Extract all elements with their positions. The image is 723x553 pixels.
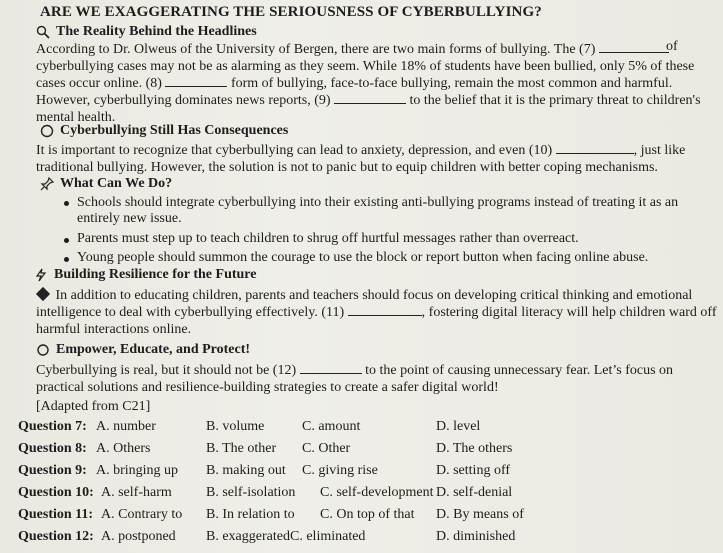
magnifier-icon	[36, 25, 50, 39]
section-heading-what-can-we-do	[40, 176, 172, 192]
bullet-item: Parents must step up to teach children to shrug off hurtful messages rather than overreact.	[77, 231, 579, 246]
section-heading-resilience	[34, 267, 256, 283]
question-label: Question 11:	[18, 507, 94, 522]
paragraph-line: According to Dr. Olweus of the University of Bergen, there are two main forms of bullying. The (7) of	[36, 39, 678, 57]
paragraph-line: harmful interactions online.	[36, 322, 192, 337]
circle-icon	[36, 343, 50, 357]
page-title: ARE WE EXAGGERATING THE SERIOUSNESS OF CYBERBULLYING?	[40, 4, 542, 20]
section-heading-reality	[36, 24, 257, 40]
paragraph-line: cases occur online. (8) form of bullying, face-to-face bullying, remain the most common and harmful.	[36, 76, 673, 91]
paragraph-line: Cyberbullying is real, but it should not be (12) to the point of causing unnecessary fear. Let’s focus on	[36, 363, 674, 378]
option-b[interactable]: B. The other	[206, 441, 277, 456]
diamond-icon	[36, 287, 50, 301]
option-b[interactable]: B. volume	[206, 419, 265, 434]
option-d[interactable]: D. level	[436, 419, 481, 434]
section-heading-empower	[36, 342, 250, 358]
option-d[interactable]: D. The others	[436, 441, 513, 456]
option-b[interactable]: B. making out	[206, 463, 286, 478]
question-label: Question 9:	[18, 463, 87, 478]
answer-blank-12[interactable]	[300, 362, 362, 374]
section-heading-text: Building Resilience for the Future	[54, 267, 257, 282]
answer-blank-8[interactable]	[165, 75, 227, 87]
bullet-dot	[64, 201, 69, 206]
answer-blank-11[interactable]	[348, 304, 422, 316]
section-heading-text: Empower, Educate, and Protect!	[56, 342, 251, 357]
bullet-dot	[64, 238, 69, 243]
lightning-icon	[34, 268, 48, 282]
question-label: Question 7:	[18, 419, 87, 434]
option-a[interactable]: A. number	[96, 419, 156, 434]
answer-blank-9[interactable]	[334, 92, 406, 104]
option-d[interactable]: D. By means of	[436, 507, 524, 522]
question-label: Question 8:	[18, 441, 87, 456]
option-c[interactable]: C. eliminated	[290, 529, 366, 544]
paragraph-line: intelligence to deal with cyberbullying effectively. (11) , fostering digital literacy will help children ward off	[36, 305, 717, 320]
option-a[interactable]: A. self-harm	[101, 485, 172, 500]
paragraph-line: traditional bullying. However, the solution is not to panic but to equip children with better coping mechanisms.	[36, 160, 658, 175]
option-d[interactable]: D. diminished	[436, 529, 516, 544]
paragraph-line: mental health.	[36, 110, 116, 125]
option-c[interactable]: C. On top of that	[320, 507, 415, 522]
bullet-item: Schools should integrate cyberbullying into their existing anti-bullying programs instead of treating it as an	[77, 195, 679, 210]
section-heading-text: Cyberbullying Still Has Consequences	[60, 123, 289, 138]
option-b[interactable]: B. In relation to	[206, 507, 295, 522]
option-a[interactable]: A. postponed	[101, 529, 176, 544]
option-c[interactable]: C. amount	[302, 419, 361, 434]
section-heading-text: The Reality Behind the Headlines	[56, 24, 257, 39]
option-b[interactable]: B. exaggerated	[206, 529, 290, 544]
option-b[interactable]: B. self-isolation	[206, 485, 296, 500]
paragraph-line: It is important to recognize that cyberbullying can lead to anxiety, depression, and even (10) , just like	[36, 143, 686, 158]
option-c[interactable]: C. giving rise	[302, 463, 378, 478]
question-label: Question 12:	[18, 529, 94, 544]
option-a[interactable]: A. Contrary to	[101, 507, 183, 522]
option-a[interactable]: A. Others	[96, 441, 151, 456]
paragraph-line: practical solutions and resilience-building strategies to create a safer digital world!	[36, 380, 499, 395]
option-c[interactable]: C. self-development	[320, 485, 434, 500]
paragraph-line: cyberbullying cases may not be as alarming as they seem. While 18% of students have been bullied, only 5% of these	[36, 59, 695, 74]
section-heading-text: What Can We Do?	[60, 176, 173, 191]
paragraph-line: However, cyberbullying dominates news reports, (9) to the belief that it is the primary threat to children's	[36, 93, 701, 108]
answer-blank-10[interactable]	[556, 142, 634, 154]
question-label: Question 10:	[18, 485, 94, 500]
bullet-item: Young people should summon the courage to use the block or report button when facing online abuse.	[77, 250, 649, 265]
bullet-dot	[64, 257, 69, 262]
section-heading-consequences	[40, 123, 288, 139]
option-a[interactable]: A. bringing up	[96, 463, 179, 478]
pin-icon	[40, 177, 54, 191]
paragraph-line: In addition to educating children, parents and teachers should focus on developing critical thinking and emotional	[36, 287, 692, 304]
option-d[interactable]: D. self-denial	[436, 485, 513, 500]
option-d[interactable]: D. setting off	[436, 463, 511, 478]
bullet-item-continued: entirely new issue.	[77, 211, 182, 226]
source-note: [Adapted from C21]	[36, 399, 151, 414]
option-c[interactable]: C. Other	[302, 441, 351, 456]
answer-blank-7[interactable]	[599, 41, 669, 53]
circle-icon	[40, 124, 54, 138]
